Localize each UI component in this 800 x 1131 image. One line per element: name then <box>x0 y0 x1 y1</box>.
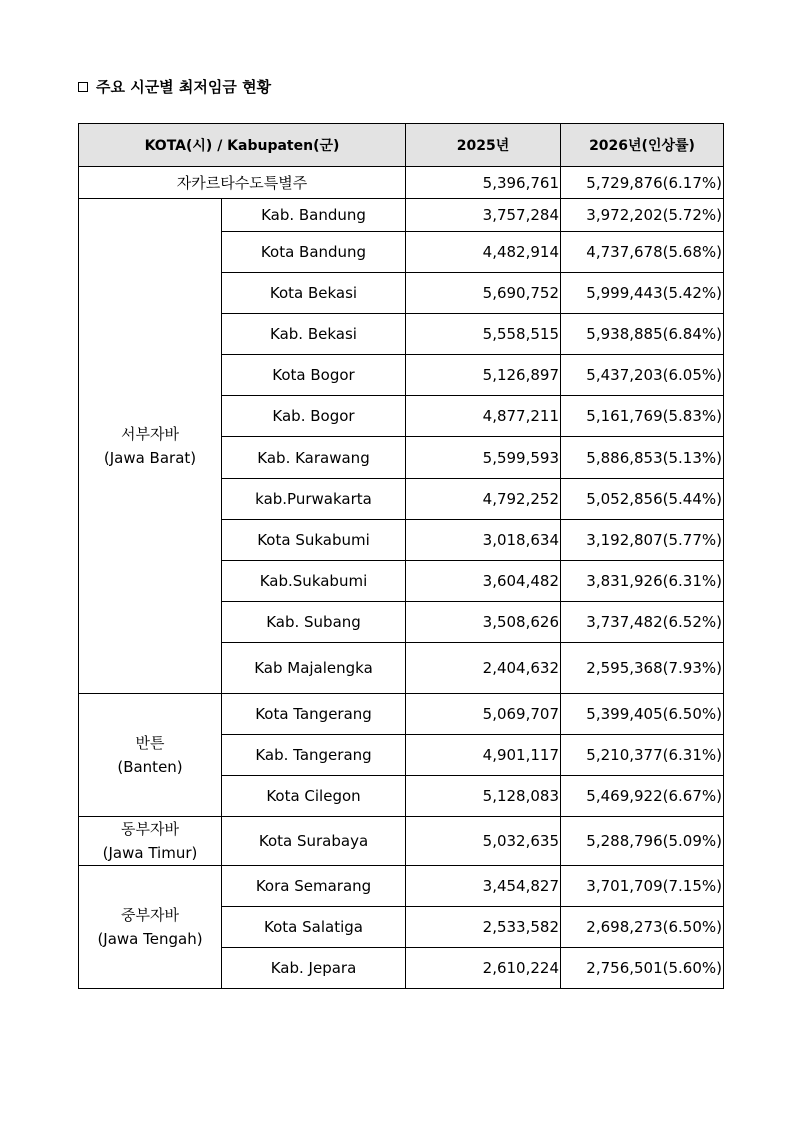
value-2026: 5,999,443(5.42%) <box>561 273 724 314</box>
city-name: Kab. Bekasi <box>222 314 406 355</box>
region-subname: (Banten) <box>117 758 183 776</box>
value-2026: 3,831,926(6.31%) <box>561 561 724 602</box>
jakarta-2025: 5,396,761 <box>406 167 561 199</box>
city-name: Kota Cilegon <box>222 776 406 817</box>
page-title <box>78 76 271 97</box>
value-2026: 5,437,203(6.05%) <box>561 355 724 396</box>
table-row <box>79 694 724 735</box>
minimum-wage-table <box>78 123 724 989</box>
region-subname: (Jawa Tengah) <box>97 930 203 948</box>
table-row-jakarta <box>79 167 724 199</box>
value-2025: 4,877,211 <box>406 396 561 437</box>
value-2025: 5,128,083 <box>406 776 561 817</box>
value-2025: 3,018,634 <box>406 520 561 561</box>
region-name: 중부자바 <box>121 906 179 924</box>
value-2026: 4,737,678(5.68%) <box>561 232 724 273</box>
value-2026: 5,938,885(6.84%) <box>561 314 724 355</box>
header-2025: 2025년 <box>406 124 561 167</box>
city-name: Kota Surabaya <box>222 817 406 866</box>
value-2026: 5,399,405(6.50%) <box>561 694 724 735</box>
city-name: Kab. Bandung <box>222 199 406 232</box>
value-2025: 3,454,827 <box>406 866 561 907</box>
city-name: Kora Semarang <box>222 866 406 907</box>
city-name: Kota Bandung <box>222 232 406 273</box>
jakarta-2026: 5,729,876(6.17%) <box>561 167 724 199</box>
value-2026: 5,886,853(5.13%) <box>561 437 724 479</box>
region-subname: (Jawa Timur) <box>102 844 198 862</box>
value-2026: 3,737,482(6.52%) <box>561 602 724 643</box>
value-2025: 2,610,224 <box>406 948 561 989</box>
city-name: Kab Majalengka <box>222 643 406 694</box>
region-name: 반튼 <box>135 734 165 752</box>
table-row <box>79 199 724 232</box>
value-2026: 3,701,709(7.15%) <box>561 866 724 907</box>
region-cell <box>79 694 222 817</box>
header-2026: 2026년(인상률) <box>561 124 724 167</box>
value-2026: 2,698,273(6.50%) <box>561 907 724 948</box>
value-2025: 5,069,707 <box>406 694 561 735</box>
region-cell <box>79 866 222 989</box>
value-2025: 3,508,626 <box>406 602 561 643</box>
value-2025: 4,901,117 <box>406 735 561 776</box>
city-name: Kab. Jepara <box>222 948 406 989</box>
city-name: Kab. Bogor <box>222 396 406 437</box>
region-name: 동부자바 <box>121 820 179 838</box>
table-row <box>79 866 724 907</box>
region-cell <box>79 199 222 694</box>
city-name: Kota Bogor <box>222 355 406 396</box>
value-2025: 2,533,582 <box>406 907 561 948</box>
value-2025: 5,690,752 <box>406 273 561 314</box>
value-2026: 3,972,202(5.72%) <box>561 199 724 232</box>
value-2026: 5,469,922(6.67%) <box>561 776 724 817</box>
value-2025: 2,404,632 <box>406 643 561 694</box>
city-name: Kota Sukabumi <box>222 520 406 561</box>
table-row <box>79 817 724 866</box>
value-2025: 5,126,897 <box>406 355 561 396</box>
value-2025: 5,558,515 <box>406 314 561 355</box>
value-2025: 4,482,914 <box>406 232 561 273</box>
value-2025: 4,792,252 <box>406 479 561 520</box>
region-subname: (Jawa Barat) <box>103 449 197 467</box>
header-city: KOTA(시) / Kabupaten(군) <box>79 124 406 167</box>
value-2025: 3,604,482 <box>406 561 561 602</box>
table-header-row <box>79 124 724 167</box>
city-name: kab.Purwakarta <box>222 479 406 520</box>
region-name: 서부자바 <box>121 425 179 443</box>
value-2026: 2,756,501(5.60%) <box>561 948 724 989</box>
region-cell <box>79 817 222 866</box>
city-name: Kab. Karawang <box>222 437 406 479</box>
value-2026: 5,288,796(5.09%) <box>561 817 724 866</box>
checkbox-square-icon <box>78 82 88 92</box>
page-title-text: 주요 시군별 최저임금 현황 <box>96 78 272 96</box>
value-2026: 5,161,769(5.83%) <box>561 396 724 437</box>
city-name: Kota Bekasi <box>222 273 406 314</box>
value-2025: 3,757,284 <box>406 199 561 232</box>
city-name: Kab.Sukabumi <box>222 561 406 602</box>
city-name: Kab. Tangerang <box>222 735 406 776</box>
value-2026: 3,192,807(5.77%) <box>561 520 724 561</box>
city-name: Kota Salatiga <box>222 907 406 948</box>
value-2026: 5,210,377(6.31%) <box>561 735 724 776</box>
city-name: Kota Tangerang <box>222 694 406 735</box>
jakarta-name: 자카르타수도특별주 <box>79 167 406 199</box>
city-name: Kab. Subang <box>222 602 406 643</box>
table-body <box>79 167 724 989</box>
value-2026: 5,052,856(5.44%) <box>561 479 724 520</box>
value-2025: 5,032,635 <box>406 817 561 866</box>
value-2025: 5,599,593 <box>406 437 561 479</box>
value-2026: 2,595,368(7.93%) <box>561 643 724 694</box>
